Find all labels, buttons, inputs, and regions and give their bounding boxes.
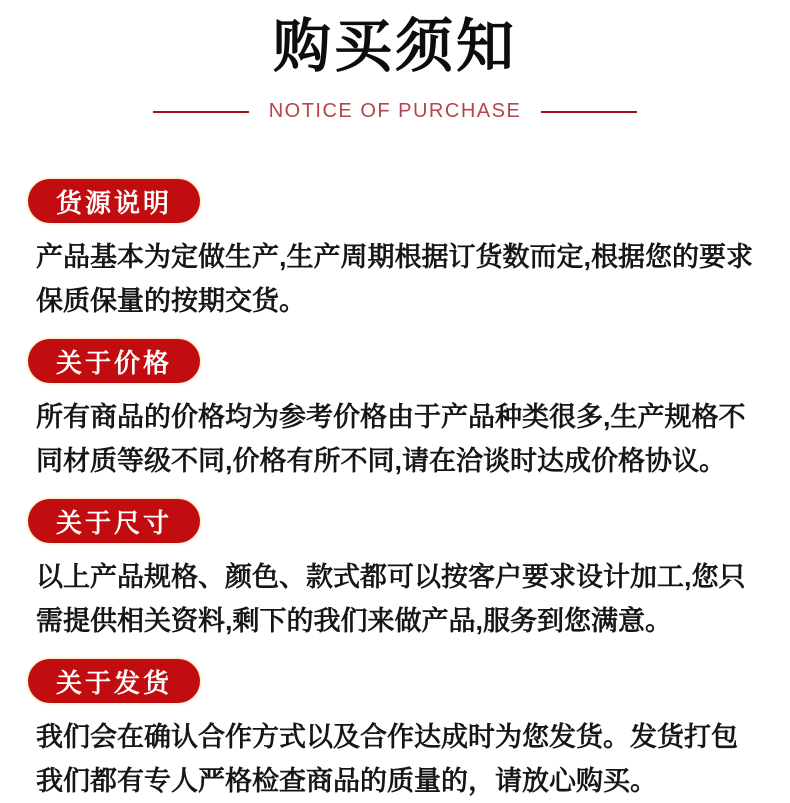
page-subtitle: NOTICE OF PURCHASE bbox=[268, 100, 522, 122]
section-supply-source bbox=[28, 179, 760, 323]
section-body-about-shipping: 我们会在确认合作方式以及合作达成时为您发货。发货打包我们都有专人严格检查商品的质量的，请放心购买。 bbox=[36, 722, 738, 796]
section-body-about-price: 所有商品的价格均为参考价格由于产品种类很多,生产规格不同材质等级不同,价格有所不同,请在洽谈时达成价格协议。 bbox=[36, 402, 746, 476]
page-header bbox=[0, 0, 790, 123]
section-about-shipping bbox=[28, 659, 760, 803]
subtitle-line-left bbox=[153, 111, 249, 113]
badge-about-size: 关于尺寸 bbox=[28, 499, 200, 543]
section-body-supply-source: 产品基本为定做生产,生产周期根据订货数而定,根据您的要求保质保量的按期交货。 bbox=[36, 242, 754, 316]
section-body-about-size: 以上产品规格、颜色、款式都可以按客户要求设计加工,您只需提供相关资料,剩下的我们来做产品,服务到您满意。 bbox=[36, 562, 746, 636]
page-title: 购买须知 bbox=[272, 14, 517, 79]
sections-container bbox=[0, 179, 790, 803]
badge-about-price: 关于价格 bbox=[28, 339, 200, 383]
section-about-price bbox=[28, 339, 760, 483]
section-about-size bbox=[28, 499, 760, 643]
subtitle-row bbox=[0, 100, 790, 123]
subtitle-line-right bbox=[541, 111, 637, 113]
badge-supply-source: 货源说明 bbox=[28, 179, 200, 223]
badge-about-shipping: 关于发货 bbox=[28, 659, 200, 703]
